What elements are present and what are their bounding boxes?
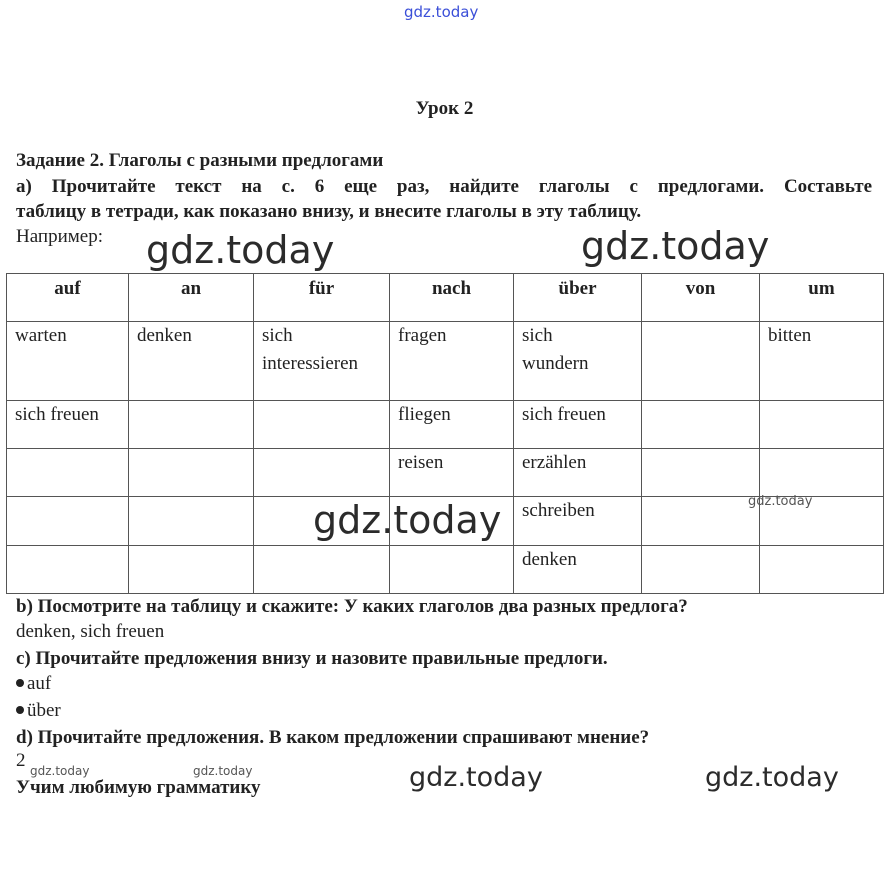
table-cell: fliegen	[390, 401, 514, 449]
task-a-label: a)	[16, 176, 32, 197]
part-c-answer-1	[16, 671, 872, 697]
table-cell	[642, 401, 760, 449]
part-d-question: d) Прочитайте предложения. В каком предложении спрашивают мнение?	[16, 727, 650, 748]
table-cell	[7, 449, 129, 497]
cell-line: wundern	[522, 353, 589, 374]
table-cell	[129, 322, 254, 401]
header-von: von	[642, 274, 760, 322]
bullet-icon	[16, 679, 24, 687]
table-cell: erzählen	[514, 449, 642, 497]
table-cell	[7, 546, 129, 594]
table-cell	[254, 449, 390, 497]
table-row	[7, 449, 884, 497]
table-header-row	[7, 274, 884, 322]
header-an: an	[129, 274, 254, 322]
task-label: Задание 2.	[16, 150, 104, 171]
watermark-large-2: gdz.today	[581, 224, 770, 268]
header-uber: über	[514, 274, 642, 322]
table-cell	[642, 322, 760, 401]
task-title: Глаголы с разными предлогами	[108, 150, 384, 171]
task-a-line-1	[16, 174, 872, 200]
table-cell	[760, 449, 884, 497]
cell-line: sich	[522, 325, 553, 346]
watermark-bottom-small-1: gdz.today	[30, 764, 90, 778]
table-cell	[642, 449, 760, 497]
part-c-answer-2	[16, 698, 872, 724]
table-cell	[254, 322, 390, 401]
table-cell	[760, 322, 884, 401]
answer-text: über	[27, 700, 61, 721]
cell-line: fragen	[398, 325, 447, 346]
table-cell	[129, 449, 254, 497]
table-cell: sich freuen	[7, 401, 129, 449]
table-cell	[129, 497, 254, 546]
table-row	[7, 401, 884, 449]
table-cell: denken	[514, 546, 642, 594]
table-cell	[760, 546, 884, 594]
lesson-title: Урок 2	[415, 98, 474, 119]
table-row	[7, 322, 884, 401]
cell-line: denken	[137, 325, 192, 346]
answer-text: auf	[27, 673, 52, 694]
cell-line: warten	[15, 325, 67, 346]
header-auf: auf	[7, 274, 129, 322]
cell-line: bitten	[768, 325, 812, 346]
table-cell	[129, 401, 254, 449]
part-b-question: b) Посмотрите на таблицу и скажите: У каких глаголов два разных предлога?	[16, 596, 688, 617]
cell-line: sich	[262, 325, 293, 346]
table-cell	[254, 401, 390, 449]
table-cell: sich freuen	[514, 401, 642, 449]
task-heading	[16, 148, 872, 174]
watermark-small-table: gdz.today	[748, 494, 813, 509]
table-cell	[390, 322, 514, 401]
header-nach: nach	[390, 274, 514, 322]
example-label: Например:	[16, 226, 103, 247]
table-cell	[129, 546, 254, 594]
table-cell	[7, 497, 129, 546]
part-d-answer: 2	[16, 750, 26, 771]
table-cell	[7, 322, 129, 401]
task-a-line-2: таблицу в тетради, как показано внизу, и внесите глаголы в эту таблицу.	[16, 201, 642, 222]
watermark-bottom-small-2: gdz.today	[193, 764, 253, 778]
preposition-verb-table	[6, 273, 884, 594]
watermark-large-3: gdz.today	[313, 498, 502, 542]
watermark-bottom-mid-2: gdz.today	[705, 762, 839, 793]
table-cell: reisen	[390, 449, 514, 497]
task-a-text-1: Прочитайте текст на с. 6 еще раз, найдите глаголы с предлогами. Составьте	[51, 176, 873, 197]
header-um: um	[760, 274, 884, 322]
table-row	[7, 546, 884, 594]
table-cell	[390, 546, 514, 594]
cell-line: interessieren	[262, 353, 359, 374]
table-cell	[514, 322, 642, 401]
watermark-large-1: gdz.today	[146, 228, 335, 272]
part-b-answer: denken, sich freuen	[16, 621, 165, 642]
table-cell	[254, 546, 390, 594]
table-cell	[760, 401, 884, 449]
footer-heading: Учим любимую грамматику	[16, 777, 261, 798]
watermark-bottom-mid-1: gdz.today	[409, 762, 543, 793]
bullet-icon	[16, 706, 24, 714]
part-c-question: c) Прочитайте предложения внизу и назовите правильные предлоги.	[16, 648, 608, 669]
table-cell	[642, 546, 760, 594]
table-cell	[642, 497, 760, 546]
header-fur: für	[254, 274, 390, 322]
watermark-top: gdz.today	[404, 3, 479, 21]
table-cell: schreiben	[514, 497, 642, 546]
